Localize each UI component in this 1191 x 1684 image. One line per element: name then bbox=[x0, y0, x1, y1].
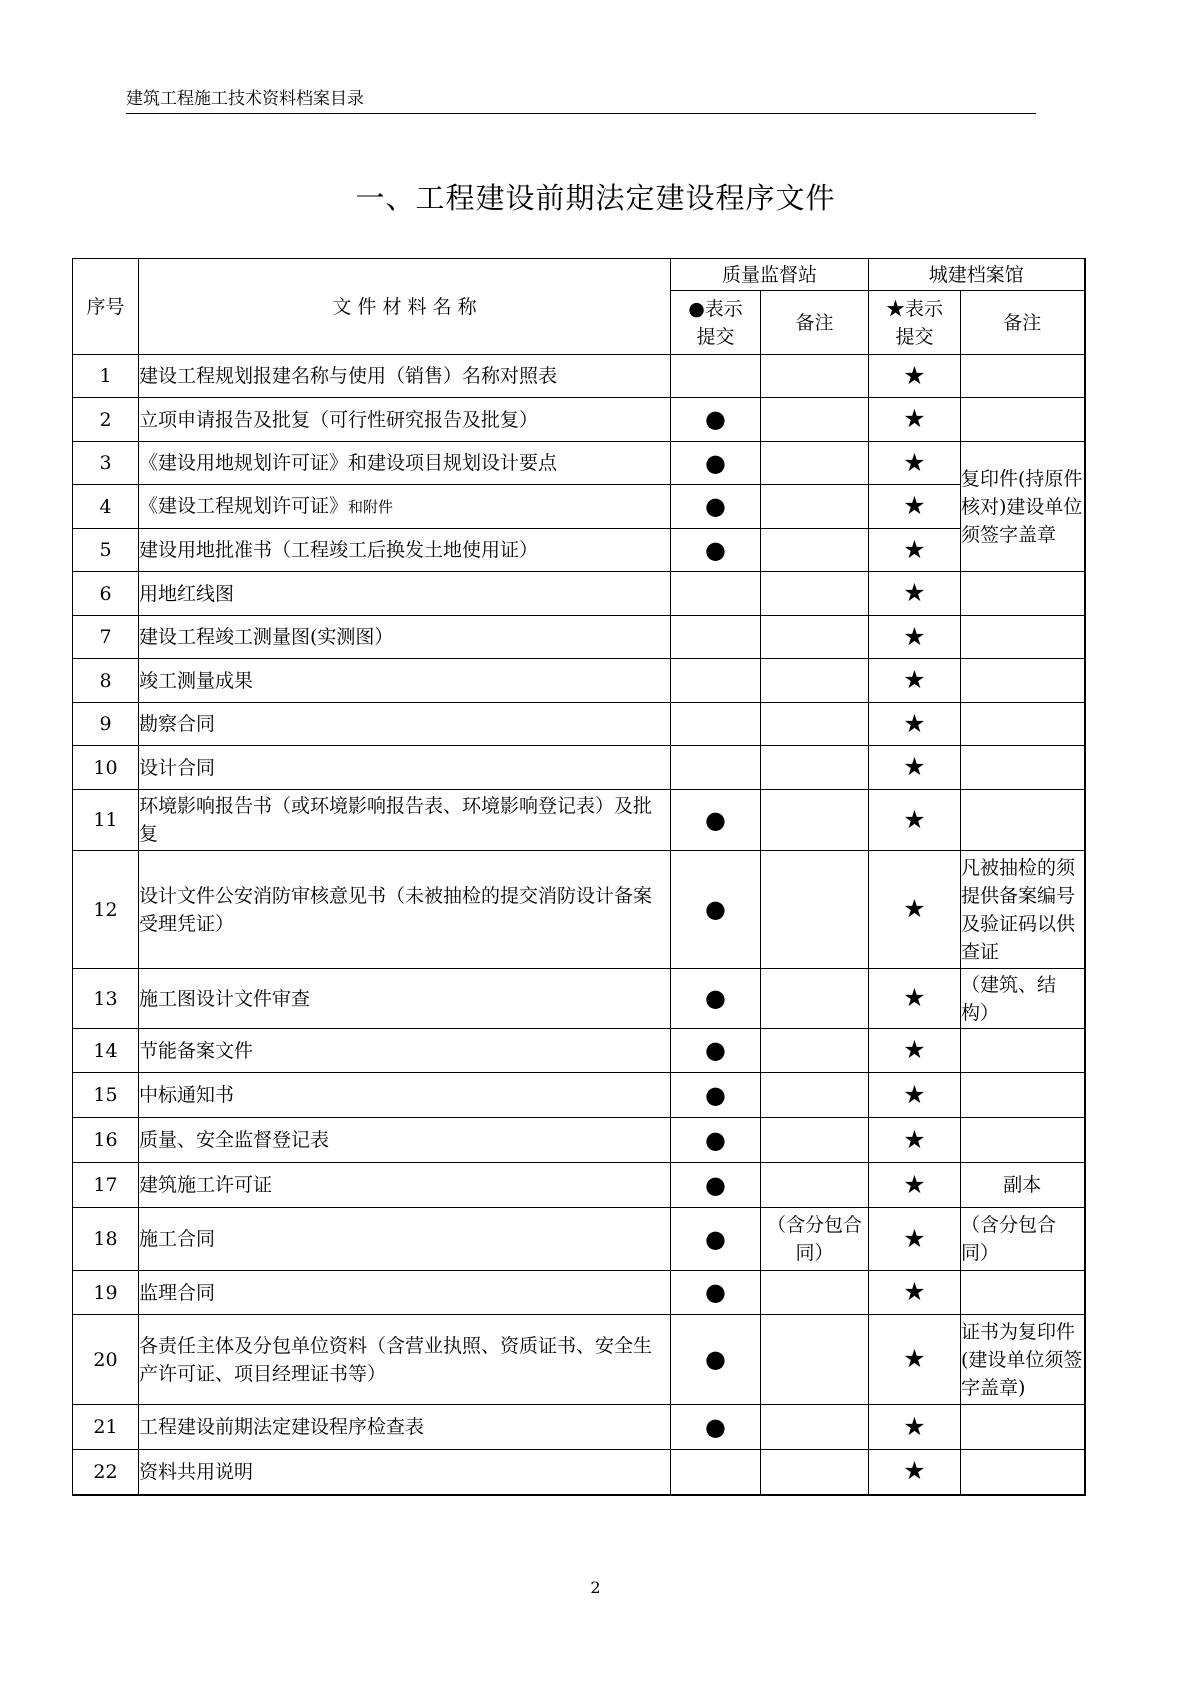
archive-mark-cell bbox=[869, 1450, 961, 1495]
filled-circle-icon: ● bbox=[705, 1036, 726, 1064]
table-row bbox=[73, 1208, 1085, 1271]
row-number: 17 bbox=[73, 1163, 139, 1208]
table-row bbox=[73, 851, 1085, 969]
quality-mark-cell bbox=[671, 851, 761, 969]
quality-mark-cell bbox=[671, 1450, 761, 1495]
archive-mark-cell bbox=[869, 485, 961, 529]
archive-mark-cell bbox=[869, 1073, 961, 1118]
star-icon: ★ bbox=[903, 1169, 926, 1199]
filled-circle-icon: ● bbox=[705, 405, 726, 433]
table-row bbox=[73, 442, 1085, 485]
archive-mark-cell bbox=[869, 1315, 961, 1405]
archive-note-cell bbox=[961, 1271, 1085, 1315]
quality-note-cell bbox=[761, 1073, 869, 1118]
quality-note-cell bbox=[761, 616, 869, 659]
filled-circle-icon: ● bbox=[705, 1170, 726, 1199]
header-quality-station: 质量监督站 bbox=[671, 259, 869, 291]
table-row bbox=[73, 1405, 1085, 1450]
table-row bbox=[73, 703, 1085, 746]
row-name: 资料共用说明 bbox=[139, 1450, 671, 1495]
row-number: 4 bbox=[73, 485, 139, 529]
row-name: 立项申请报告及批复（可行性研究报告及批复） bbox=[139, 398, 671, 442]
star-icon: ★ bbox=[903, 1456, 926, 1486]
filled-circle-icon: ● bbox=[705, 535, 726, 564]
quality-note-cell bbox=[761, 485, 869, 529]
document-table bbox=[72, 258, 1086, 1496]
row-name: 各责任主体及分包单位资料（含营业执照、资质证书、安全生产许可证、项目经理证书等） bbox=[139, 1315, 671, 1405]
quality-note-cell bbox=[761, 746, 869, 790]
row-name: 环境影响报告书（或环境影响报告表、环境影响登记表）及批复 bbox=[139, 790, 671, 851]
quality-note-cell bbox=[761, 442, 869, 485]
row-name: 用地红线图 bbox=[139, 572, 671, 616]
quality-note-cell: （含分包合同） bbox=[761, 1208, 869, 1271]
quality-note-cell bbox=[761, 398, 869, 442]
row-number: 7 bbox=[73, 616, 139, 659]
quality-note-cell bbox=[761, 851, 869, 969]
quality-mark-cell bbox=[671, 969, 761, 1029]
row-name: 建设工程竣工测量图(实测图） bbox=[139, 616, 671, 659]
filled-circle-icon: ● bbox=[705, 1278, 726, 1306]
archive-note-cell bbox=[961, 1405, 1085, 1450]
archive-mark-cell bbox=[869, 1163, 961, 1208]
quality-note-cell bbox=[761, 659, 869, 703]
table-row bbox=[73, 1118, 1085, 1163]
archive-note-cell bbox=[961, 1118, 1085, 1163]
star-icon: ★ bbox=[903, 983, 926, 1012]
table-row bbox=[73, 572, 1085, 616]
archive-mark-cell bbox=[869, 1118, 961, 1163]
filled-circle-icon: ● bbox=[705, 448, 726, 477]
quality-note-cell bbox=[761, 1450, 869, 1495]
archive-mark-cell bbox=[869, 746, 961, 790]
row-name: 施工合同 bbox=[139, 1208, 671, 1271]
star-icon: ★ bbox=[903, 360, 926, 390]
archive-mark-cell bbox=[869, 969, 961, 1029]
archive-note-cell: （建筑、结构） bbox=[961, 969, 1085, 1029]
row-number: 13 bbox=[73, 969, 139, 1029]
header-archive-submit-line1: ★表示 bbox=[886, 297, 944, 320]
row-name bbox=[139, 485, 671, 529]
row-name: 工程建设前期法定建设程序检查表 bbox=[139, 1405, 671, 1450]
filled-circle-icon: ● bbox=[705, 1224, 726, 1253]
archive-mark-cell bbox=[869, 703, 961, 746]
row-number: 19 bbox=[73, 1271, 139, 1315]
archive-note-cell bbox=[961, 790, 1085, 851]
row-number: 14 bbox=[73, 1029, 139, 1073]
row-name: 质量、安全监督登记表 bbox=[139, 1118, 671, 1163]
row-number: 6 bbox=[73, 572, 139, 616]
archive-mark-cell bbox=[869, 1405, 961, 1450]
page-title: 一、工程建设前期法定建设程序文件 bbox=[355, 181, 836, 215]
archive-note-cell bbox=[961, 1073, 1085, 1118]
archive-mark-cell bbox=[869, 1208, 961, 1271]
row-number: 11 bbox=[73, 790, 139, 851]
row-number: 2 bbox=[73, 398, 139, 442]
page-number: 2 bbox=[590, 1578, 601, 1597]
row-name: 竣工测量成果 bbox=[139, 659, 671, 703]
filled-circle-icon: ● bbox=[705, 984, 726, 1012]
archive-note-cell bbox=[961, 746, 1085, 790]
archive-mark-cell bbox=[869, 790, 961, 851]
filled-circle-icon: ● bbox=[705, 1412, 726, 1441]
table-row bbox=[73, 485, 1085, 529]
filled-circle-icon: ● bbox=[705, 1080, 726, 1109]
archive-note-cell bbox=[961, 616, 1085, 659]
archive-mark-cell bbox=[869, 1029, 961, 1073]
star-icon: ★ bbox=[903, 708, 926, 738]
quality-mark-cell bbox=[671, 1315, 761, 1405]
header-quality-note: 备注 bbox=[761, 291, 869, 355]
quality-mark-cell bbox=[671, 1073, 761, 1118]
quality-mark-cell bbox=[671, 572, 761, 616]
star-icon: ★ bbox=[903, 1079, 926, 1109]
quality-note-cell bbox=[761, 529, 869, 572]
row-number: 9 bbox=[73, 703, 139, 746]
star-icon: ★ bbox=[903, 752, 926, 781]
quality-mark-cell bbox=[671, 485, 761, 529]
table-row bbox=[73, 969, 1085, 1029]
quality-note-cell bbox=[761, 790, 869, 851]
star-icon: ★ bbox=[903, 894, 926, 923]
row-number: 8 bbox=[73, 659, 139, 703]
table-row bbox=[73, 1315, 1085, 1405]
star-icon: ★ bbox=[903, 1223, 926, 1253]
header-name: 文 件 材 料 名 称 bbox=[139, 259, 671, 355]
row-name: 设计合同 bbox=[139, 746, 671, 790]
table-row bbox=[73, 1163, 1085, 1208]
quality-note-cell bbox=[761, 1405, 869, 1450]
row-name-suffix: 和附件 bbox=[348, 498, 394, 516]
row-name: 建设用地批准书（工程竣工后换发土地使用证） bbox=[139, 529, 671, 572]
row-number: 5 bbox=[73, 529, 139, 572]
star-icon: ★ bbox=[903, 1344, 926, 1373]
row-name: 节能备案文件 bbox=[139, 1029, 671, 1073]
header-quality-submit-line2: 提交 bbox=[696, 325, 735, 348]
quality-mark-cell bbox=[671, 442, 761, 485]
table-row bbox=[73, 659, 1085, 703]
header-quality-submit-line1: ●表示 bbox=[688, 297, 743, 320]
quality-note-cell bbox=[761, 572, 869, 616]
filled-circle-icon: ● bbox=[705, 895, 726, 923]
star-icon: ★ bbox=[903, 621, 926, 651]
row-name: 施工图设计文件审查 bbox=[139, 969, 671, 1029]
star-icon: ★ bbox=[903, 404, 926, 433]
archive-mark-cell bbox=[869, 442, 961, 485]
quality-mark-cell bbox=[671, 1118, 761, 1163]
quality-mark-cell bbox=[671, 616, 761, 659]
row-name: 建设工程规划报建名称与使用（销售）名称对照表 bbox=[139, 355, 671, 398]
quality-mark-cell bbox=[671, 746, 761, 790]
quality-mark-cell bbox=[671, 703, 761, 746]
row-number: 22 bbox=[73, 1450, 139, 1495]
table-row bbox=[73, 1029, 1085, 1073]
row-number: 3 bbox=[73, 442, 139, 485]
row-number: 12 bbox=[73, 851, 139, 969]
archive-mark-cell bbox=[869, 398, 961, 442]
quality-mark-cell bbox=[671, 1163, 761, 1208]
header-archive-note: 备注 bbox=[961, 291, 1085, 355]
table-row bbox=[73, 1073, 1085, 1118]
star-icon: ★ bbox=[903, 578, 926, 607]
star-icon: ★ bbox=[903, 534, 926, 564]
table-row bbox=[73, 746, 1085, 790]
quality-note-cell bbox=[761, 703, 869, 746]
archive-note-cell bbox=[961, 572, 1085, 616]
row-number: 10 bbox=[73, 746, 139, 790]
archive-note-cell: 证书为复印件(建设单位须签字盖章) bbox=[961, 1315, 1085, 1405]
star-icon: ★ bbox=[903, 1124, 926, 1154]
archive-note-cell bbox=[961, 1450, 1085, 1495]
header-archive-submit bbox=[869, 291, 961, 355]
row-number: 21 bbox=[73, 1405, 139, 1450]
table-row bbox=[73, 398, 1085, 442]
star-icon: ★ bbox=[903, 804, 926, 834]
filled-circle-icon: ● bbox=[705, 492, 726, 520]
row-name: 监理合同 bbox=[139, 1271, 671, 1315]
header-quality-submit bbox=[671, 291, 761, 355]
archive-note-cell: （含分包合同） bbox=[961, 1208, 1085, 1271]
row-number: 20 bbox=[73, 1315, 139, 1405]
star-icon: ★ bbox=[903, 1035, 926, 1064]
archive-note-cell: 凡被抽检的须提供备案编号及验证码以供查证 bbox=[961, 851, 1085, 969]
row-name: 《建设用地规划许可证》和建设项目规划设计要点 bbox=[139, 442, 671, 485]
table-row bbox=[73, 1271, 1085, 1315]
archive-note-cell bbox=[961, 659, 1085, 703]
row-name-text: 《建设工程规划许可证》 bbox=[139, 495, 349, 517]
header-seq: 序号 bbox=[73, 259, 139, 355]
archive-mark-cell bbox=[869, 1271, 961, 1315]
header-archive-submit-line2: 提交 bbox=[895, 325, 934, 348]
archive-mark-cell bbox=[869, 851, 961, 969]
quality-note-cell bbox=[761, 355, 869, 398]
archive-mark-cell bbox=[869, 616, 961, 659]
quality-mark-cell bbox=[671, 1029, 761, 1073]
table-row bbox=[73, 529, 1085, 572]
quality-mark-cell bbox=[671, 355, 761, 398]
archive-note-cell: 复印件(持原件核对)建设单位须签字盖章 bbox=[961, 442, 1085, 572]
archive-note-cell bbox=[961, 398, 1085, 442]
quality-mark-cell bbox=[671, 529, 761, 572]
archive-note-cell: 副本 bbox=[961, 1163, 1085, 1208]
archive-mark-cell bbox=[869, 659, 961, 703]
table-row bbox=[73, 790, 1085, 851]
star-icon: ★ bbox=[903, 491, 926, 520]
archive-mark-cell bbox=[869, 529, 961, 572]
table-row bbox=[73, 616, 1085, 659]
quality-mark-cell bbox=[671, 398, 761, 442]
star-icon: ★ bbox=[903, 1411, 926, 1441]
quality-note-cell bbox=[761, 1163, 869, 1208]
row-name: 建筑施工许可证 bbox=[139, 1163, 671, 1208]
star-icon: ★ bbox=[903, 447, 926, 477]
archive-mark-cell bbox=[869, 572, 961, 616]
archive-note-cell bbox=[961, 355, 1085, 398]
row-name: 中标通知书 bbox=[139, 1073, 671, 1118]
quality-note-cell bbox=[761, 1315, 869, 1405]
quality-mark-cell bbox=[671, 1208, 761, 1271]
row-number: 1 bbox=[73, 355, 139, 398]
quality-mark-cell bbox=[671, 1271, 761, 1315]
quality-note-cell bbox=[761, 1118, 869, 1163]
row-number: 18 bbox=[73, 1208, 139, 1271]
star-icon: ★ bbox=[903, 665, 926, 694]
row-number: 15 bbox=[73, 1073, 139, 1118]
filled-circle-icon: ● bbox=[705, 1345, 726, 1373]
page-header: 建筑工程施工技术资料档案目录 bbox=[126, 88, 1036, 114]
archive-mark-cell bbox=[869, 355, 961, 398]
filled-circle-icon: ● bbox=[705, 805, 726, 834]
filled-circle-icon: ● bbox=[705, 1125, 726, 1154]
row-number: 16 bbox=[73, 1118, 139, 1163]
quality-mark-cell bbox=[671, 659, 761, 703]
quality-mark-cell bbox=[671, 790, 761, 851]
archive-note-cell bbox=[961, 1029, 1085, 1073]
quality-note-cell bbox=[761, 1271, 869, 1315]
star-icon: ★ bbox=[903, 1277, 926, 1306]
row-name: 勘察合同 bbox=[139, 703, 671, 746]
archive-note-cell bbox=[961, 703, 1085, 746]
row-name: 设计文件公安消防审核意见书（未被抽检的提交消防设计备案受理凭证） bbox=[139, 851, 671, 969]
quality-note-cell bbox=[761, 1029, 869, 1073]
table-row bbox=[73, 355, 1085, 398]
table-row bbox=[73, 1450, 1085, 1495]
header-archive: 城建档案馆 bbox=[869, 259, 1085, 291]
quality-note-cell bbox=[761, 969, 869, 1029]
quality-mark-cell bbox=[671, 1405, 761, 1450]
